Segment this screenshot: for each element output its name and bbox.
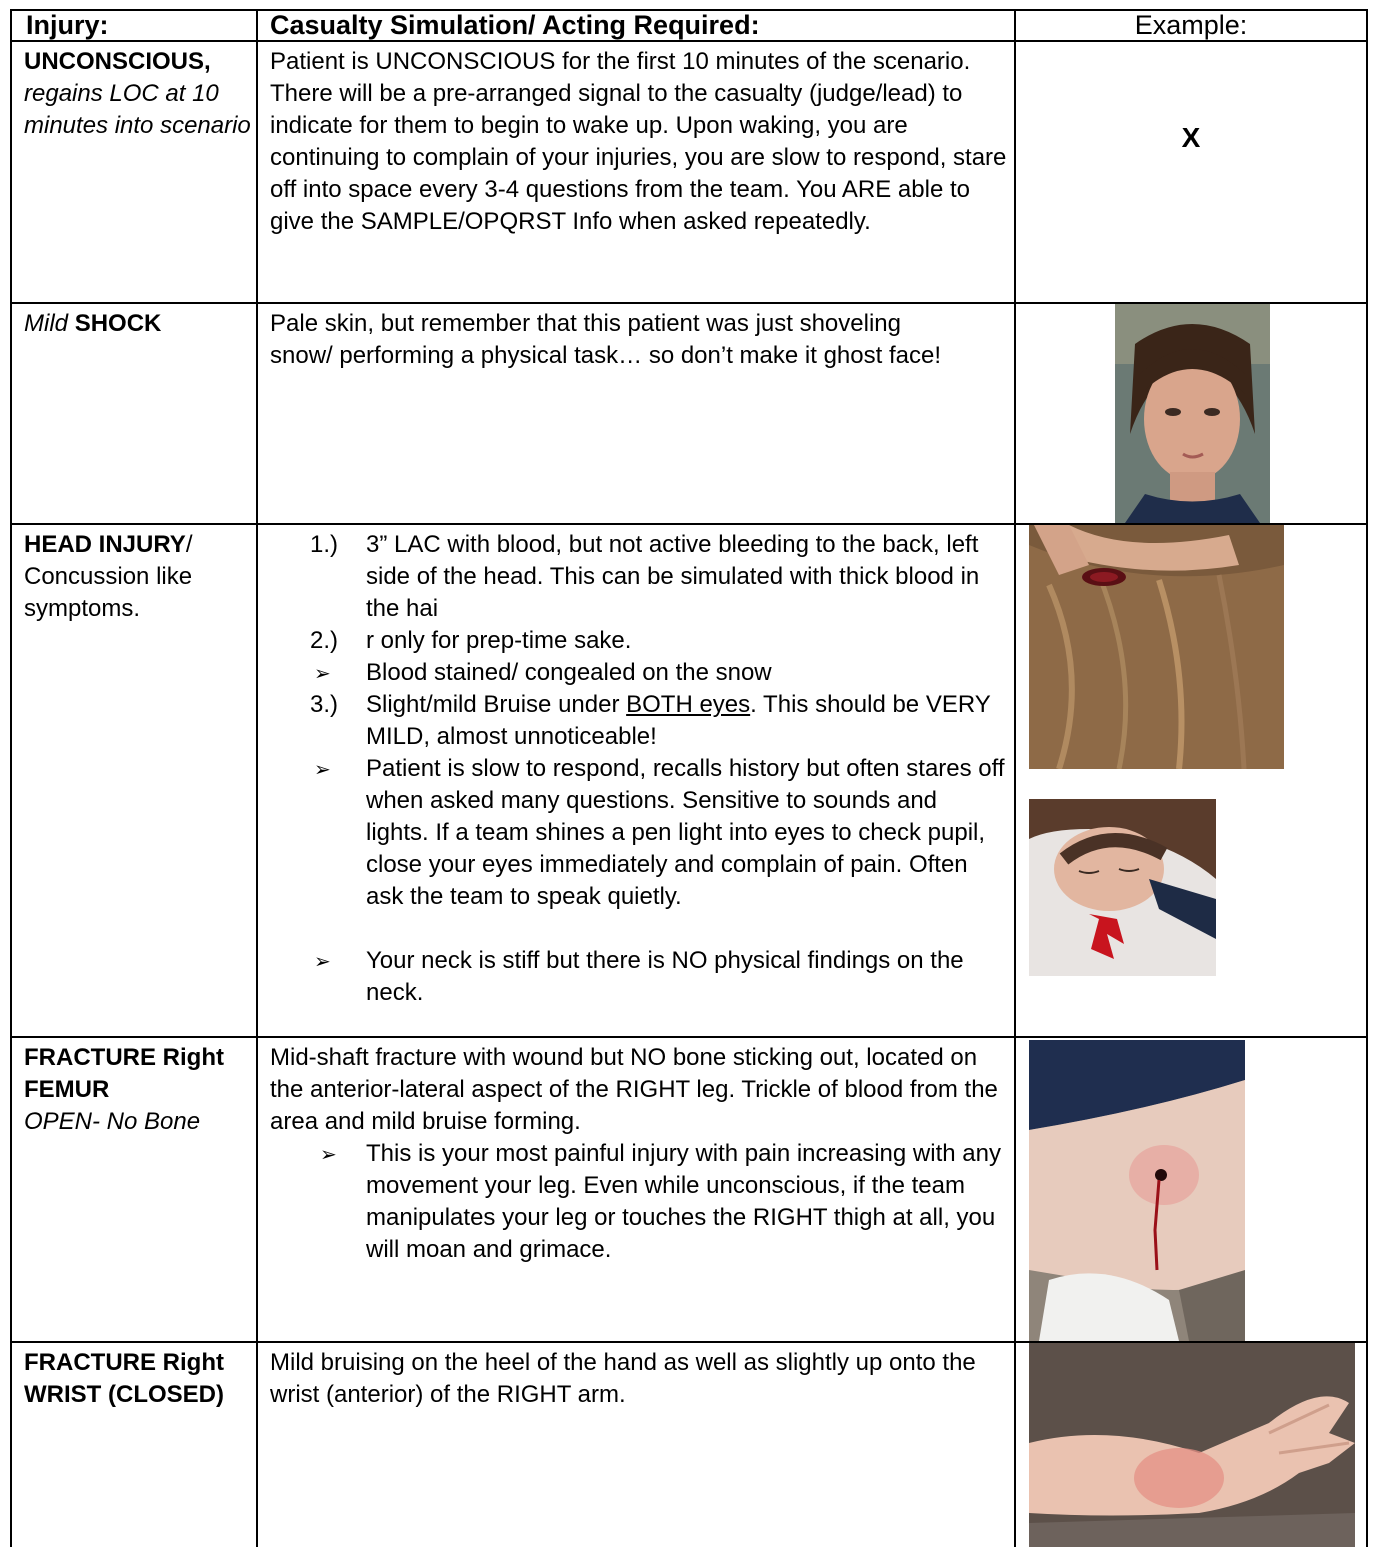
injury-name: UNCONSCIOUS, [24,48,211,75]
header-divider [10,40,1368,42]
arrow-bullet-icon: ➢ [320,1142,337,1166]
arrow-bullet-icon: ➢ [314,949,331,973]
header-casualty-simulation: Casualty Simulation/ Acting Required: [270,10,760,40]
list-item [310,753,1010,945]
injury-wrist: FRACTURE Right WRIST (CLOSED) [24,1349,224,1408]
list-item [310,657,1010,689]
scalp-wound-photo-icon [1029,525,1284,769]
list-item [310,625,1010,657]
injury-name: HEAD INJURY [24,531,186,558]
example-mark: X [1181,122,1201,153]
list-item [310,945,1010,1009]
list-text-part: Slight/mild Bruise under [366,691,627,718]
list-marker: 1.) [310,531,339,558]
list-item [310,529,1010,625]
list-marker: 3.) [310,691,339,718]
list-text: r only for prep-time sake. [366,627,632,654]
arrow-bullet-icon: ➢ [314,661,331,685]
list-text: 3” LAC with blood, but not active bleeding to the back, left side of the head. This can be simulated with thick blood in the hai [366,531,980,622]
list-item [270,1138,1008,1298]
list-text [366,689,1006,753]
underlined-text: BOTH eyes [626,691,751,718]
list-item [310,689,1010,753]
list-marker: 2.) [310,627,339,654]
header-injury: Injury: [26,10,109,40]
list-text: Patient is slow to respond, recalls history but often stares off when asked many questions. Sensitive to sounds and lights. If a team shines a pen light into eyes to check pupil, close your eyes immediately and complain of pain. Often ask the team to speak quietly. [366,755,1005,910]
description-shock: Pale skin, but remember that this patient was just shoveling snow/ performing a physical task… so don’t make it ghost face! [270,310,941,369]
injury-name: FRACTURE Right FEMUR [24,1044,224,1103]
row-divider [10,1036,1368,1038]
injury-note: OPEN- No Bone [24,1108,201,1135]
injury-note: regains LOC at 10 minutes into scenario [24,80,251,139]
column-divider [1014,9,1016,1547]
thigh-wound-photo-icon [1029,1040,1245,1341]
header-example: Example: [1134,10,1248,40]
description-wrist: Mild bruising on the heel of the hand as well as slightly up onto the wrist (anterior) of the RIGHT arm. [270,1349,976,1408]
head-bleeding-photo-icon [1029,799,1216,976]
list-text: Blood stained/ congealed on the snow [366,659,772,686]
injury-shock [24,308,252,340]
column-divider [256,9,258,1547]
description-unconscious: Patient is UNCONSCIOUS for the first 10 minutes of the scenario. There will be a pre-arranged signal to the casualty (judge/lead) to indicate for them to begin to wake up. Upon waking, you are continuing to complain of your injuries, you are slow to respond, stare off into space every 3-4 questions from the team. You ARE able to give the SAMPLE/OPQRST Info when asked repeatedly. [270,48,1007,235]
arrow-bullet-icon: ➢ [314,757,331,781]
injury-note: Concussion like symptoms. [24,563,193,622]
list-text: Your neck is stiff but there is NO physical findings on the neck. [366,947,964,1006]
table-border-right [1366,9,1368,1547]
femur-description: Mid-shaft fracture with wound but NO bone sticking out, located on the anterior-lateral aspect of the RIGHT leg. Trickle of blood from the area and mild bruise forming. [270,1044,998,1135]
injury-head [24,529,252,625]
list-text-part: . This should be VERY MILD, almost unnoticeable! [366,691,991,750]
table-border-left [10,9,12,1547]
face-photo-icon [1115,304,1270,523]
list-text: This is your most painful injury with pain increasing with any movement your leg. Even while unconscious, if the team manipulates your leg or touches the RIGHT thigh at all, you will moan and grimace. [366,1140,1001,1263]
injury-slash: / [185,531,193,558]
injury-name: SHOCK [74,310,162,337]
injury-femur [24,1042,252,1138]
injury-unconscious [24,46,252,142]
injury-qualifier: Mild [24,310,69,337]
head-injury-list [310,529,1010,1009]
wrist-bruise-photo-icon [1029,1343,1355,1547]
description-femur [270,1042,1008,1298]
